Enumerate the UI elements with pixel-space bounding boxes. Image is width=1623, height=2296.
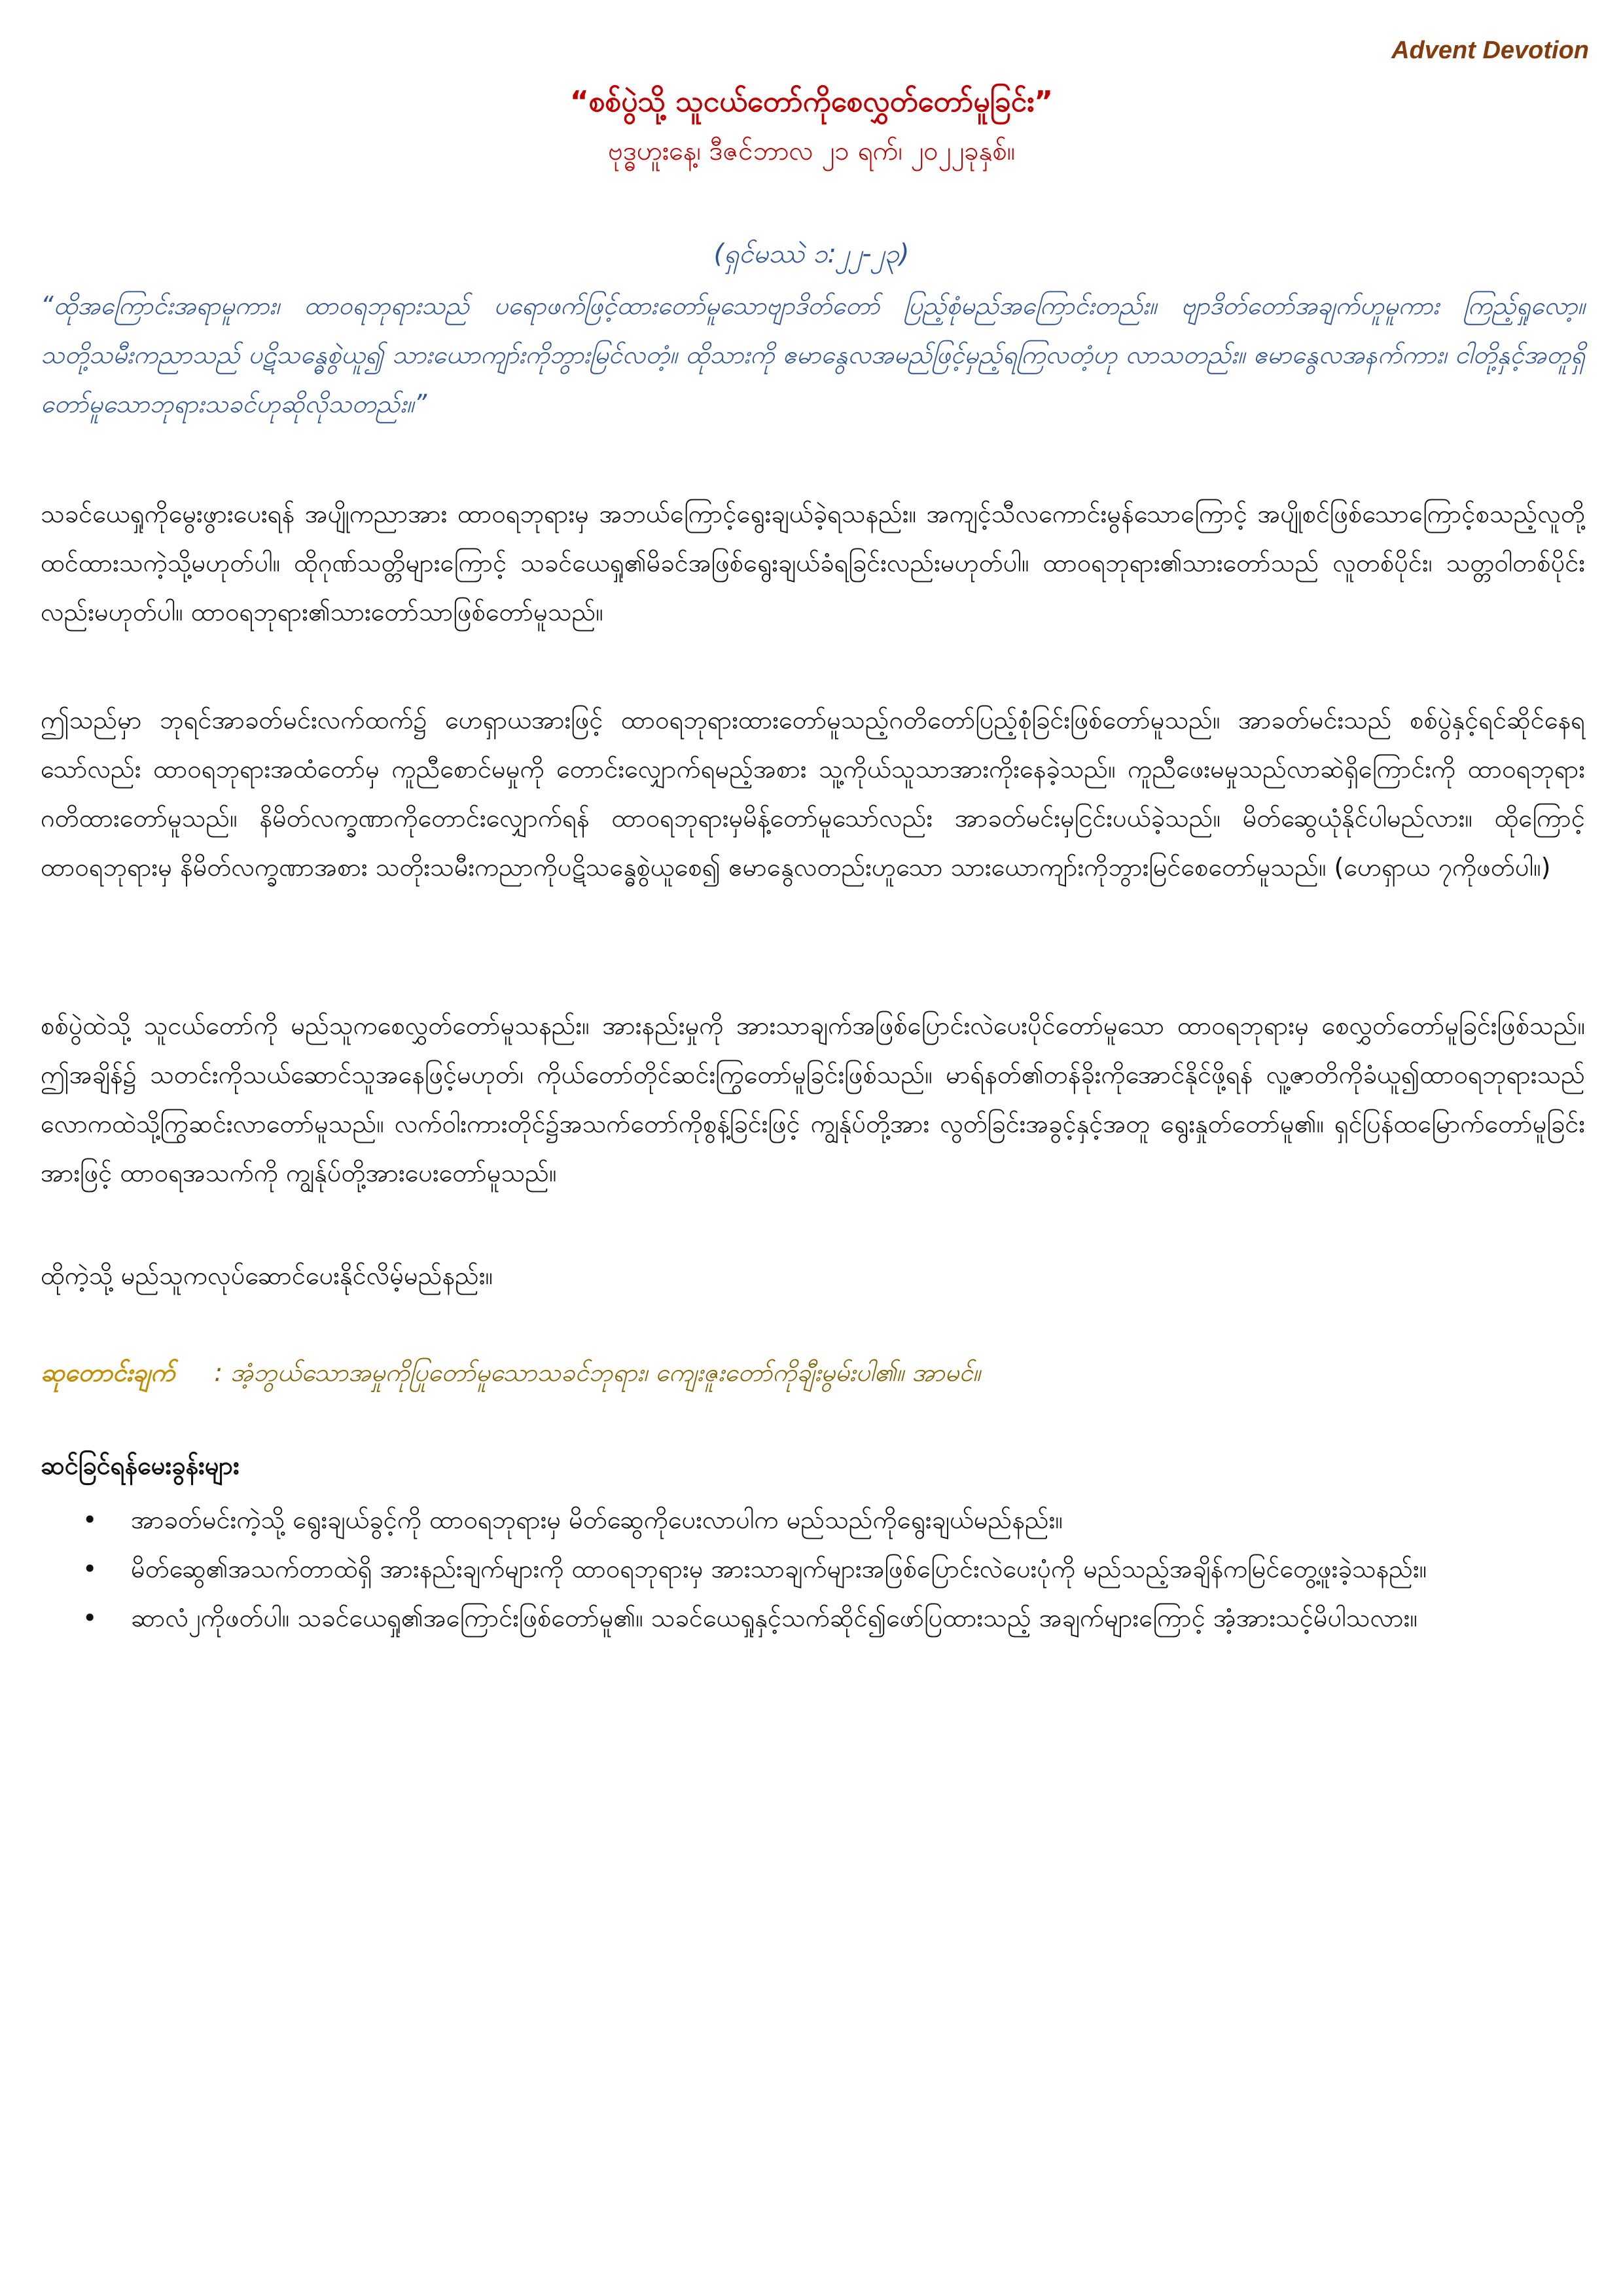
page-title: “စစ်ပွဲသို့ သူငယ်တော်ကိုစေလွှတ်တော်မူခြင်း” [569, 85, 1054, 118]
verse-reference: (ရှင်မဿဲ ၁:၂၂-၂၃) [713, 239, 910, 269]
verse-text: “ထိုအကြောင်းအရာမူကား၊ ထာဝရဘုရားသည် ပရောဖက်ဖြင့်ထားတော်မူသောဗျာဒိတ်တော် ပြည့်စုံမည်အကြောင်းတည်း။ ဗျာဒိတ်တော်အချက်ဟူမူကား ကြည့်ရှုလော့။ သတို့သမီးကညာသည် ပဋိသန္ဓေစွဲယူ၍ သားယောကျာ်းကိုဘွားမြင်လတံ့။ ထိုသားကို ဧမာနွေလအမည်ဖြင့်မှည့်ရကြလတံ့ဟု လာသတည်း။ ဧမာနွေလအနက်ကား၊ ငါတို့နှင့်အတူရှိတော်မူသောဘုရားသခင်ဟုဆိုလိုသတည်း။” [41, 291, 1585, 418]
question-item [41, 1594, 1585, 1643]
body-paragraph-4: ထိုကဲ့သို့ မည်သူကလုပ်ဆောင်ပေးနိုင်လိမ့်မည်နည်း။ [41, 1261, 493, 1290]
question-item [41, 1545, 1585, 1594]
header-tag: Advent Devotion [1391, 37, 1589, 64]
date-line: ဗုဒ္ဓဟူးနေ့၊ ဒီဇင်ဘာလ ၂၁ ရက်၊ ၂၀၂၂ခုနှစ်။ [608, 136, 1015, 166]
question-text: ဆာလံ၂ကိုဖတ်ပါ။ သခင်ယေရှု၏အကြောင်းဖြစ်တော်မူ၏။ သခင်ယေရှုနှင့်သက်ဆိုင်၍ဖော်ပြထားသည့် အချက်များကြောင့် အံ့အားသင့်မိပါသလား။ [131, 1604, 1418, 1632]
bullet-icon: • [82, 1505, 98, 1534]
questions-heading: ဆင်ခြင်ရန်မေးခွန်းများ [41, 1451, 240, 1480]
question-text: အာခတ်မင်းကဲ့သို့ ရွေးချယ်ခွင့်ကို ထာဝရဘုရားမှ မိတ်ဆွေကိုပေးလာပါက မည်သည်ကိုရွေးချယ်မည်နည်း။ [131, 1505, 1063, 1534]
questions-list [41, 1496, 1585, 1643]
bullet-icon: • [82, 1604, 98, 1632]
question-item [41, 1496, 1585, 1545]
question-text: မိတ်ဆွေ၏အသက်တာထဲရှိ အားနည်းချက်များကို ထာဝရဘုရားမှ အားသာချက်များအဖြစ်ပြောင်းလဲပေးပုံကို မည်သည့်အချိန်ကမြင်တွေ့ဖူးခဲ့သနည်း။ [131, 1554, 1427, 1583]
prayer-label: ဆုတောင်းချက် [41, 1358, 175, 1387]
prayer-text: : အံ့ဘွယ်သောအမှုကိုပြုတော်မူသောသခင်ဘုရား၊ ကျေးဇူးတော်ကိုချီးမွမ်းပါ၏။ အာမင်။ [214, 1358, 981, 1387]
prayer-line [41, 1348, 1585, 1397]
body-paragraph-1: သခင်ယေရှုကိုမွေးဖွားပေးရန် အပျိုကညာအား ထာဝရဘုရားမှ အဘယ်ကြောင့်ရွေးချယ်ခဲ့ရသနည်း။ အကျင့်သီလကောင်းမွန်သောကြောင့် အပျိုစင်ဖြစ်သောကြောင့်စသည့်လူတို့ထင်ထားသကဲ့သို့မဟုတ်ပါ။ ထိုဂုဏ်သတ္တိများကြောင့် သခင်ယေရှု၏မိခင်အဖြစ်ရွေးချယ်ခံရခြင်းလည်းမဟုတ်ပါ။ ထာဝရဘုရား၏သားတော်သည် လူတစ်ပိုင်း၊ သတ္တဝါတစ်ပိုင်းလည်းမဟုတ်ပါ။ ထာဝရဘုရား၏သားတော်သာဖြစ်တော်မူသည်။ [41, 499, 1585, 626]
body-paragraph-3: စစ်ပွဲထဲသို့ သူငယ်တော်ကို မည်သူကစေလွှတ်တော်မူသနည်း။ အားနည်းမှုကို အားသာချက်အဖြစ်ပြောင်းလဲပေးပိုင်တော်မူသော ထာဝရဘုရားမှ စေလွှတ်တော်မူခြင်းဖြစ်သည်။ ဤအချိန်၌ သတင်းကိုသယ်ဆောင်သူအနေဖြင့်မဟုတ်၊ ကိုယ်တော်တိုင်ဆင်းကြွတော်မူခြင်းဖြစ်သည်။ မာရ်နတ်၏တန်ခိုးကိုအောင်နိုင်ဖို့ရန် လူ့ဇာတိကိုခံယူ၍ထာဝရဘုရားသည်လောကထဲသို့ကြွဆင်းလာတော်မူသည်။ လက်ဝါးကားတိုင်၌အသက်တော်ကိုစွန့်ခြင်းဖြင့် ကျွန်ုပ်တို့အား လွတ်ခြင်းအခွင့်နှင့်အတူ ရွေးနှုတ်တော်မူ၏။ ရှင်ပြန်ထမြောက်တော်မူခြင်းအားဖြင့် ထာဝရအသက်ကို ကျွန်ုပ်တို့အားပေးတော်မူသည်။ [41, 1011, 1585, 1187]
bullet-icon: • [82, 1554, 98, 1583]
body-paragraph-2: ဤသည်မှာ ဘုရင်အာခတ်မင်းလက်ထက်၌ ဟေရှာယအားဖြင့် ထာဝရဘုရားထားတော်မူသည့်ဂတိတော်ပြည့်စုံခြင်းဖြစ်တော်မူသည်။ အာခတ်မင်းသည် စစ်ပွဲနှင့်ရင်ဆိုင်နေရသော်လည်း ထာဝရဘုရားအထံတော်မှ ကူညီစောင်မမှုကို တောင်းလျှောက်ရမည့်အစား သူ့ကိုယ်သူသာအားကိုးနေခဲ့သည်။ ကူညီဖေးမမှုသည်လာဆဲရှိကြောင်းကို ထာဝရဘုရားဂတိထားတော်မူသည်။ နိမိတ်လက္ခဏာကိုတောင်းလျှောက်ရန် ထာဝရဘုရားမှမိန့်တော်မူသော်လည်း အာခတ်မင်းမှငြင်းပယ်ခဲ့သည်။ မိတ်ဆွေယုံနိုင်ပါမည်လား။ ထိုကြောင့် ထာဝရဘုရားမှ နိမိတ်လက္ခဏာအစား သတိုးသမီးကညာကိုပဋိသန္ဓေစွဲယူစေ၍ ဧမာနွေလတည်းဟူသော သားယောကျာ်းကိုဘွားမြင်စေတော်မူသည်။ (ဟေရှာယ ၇ကိုဖတ်ပါ။) [41, 706, 1585, 882]
